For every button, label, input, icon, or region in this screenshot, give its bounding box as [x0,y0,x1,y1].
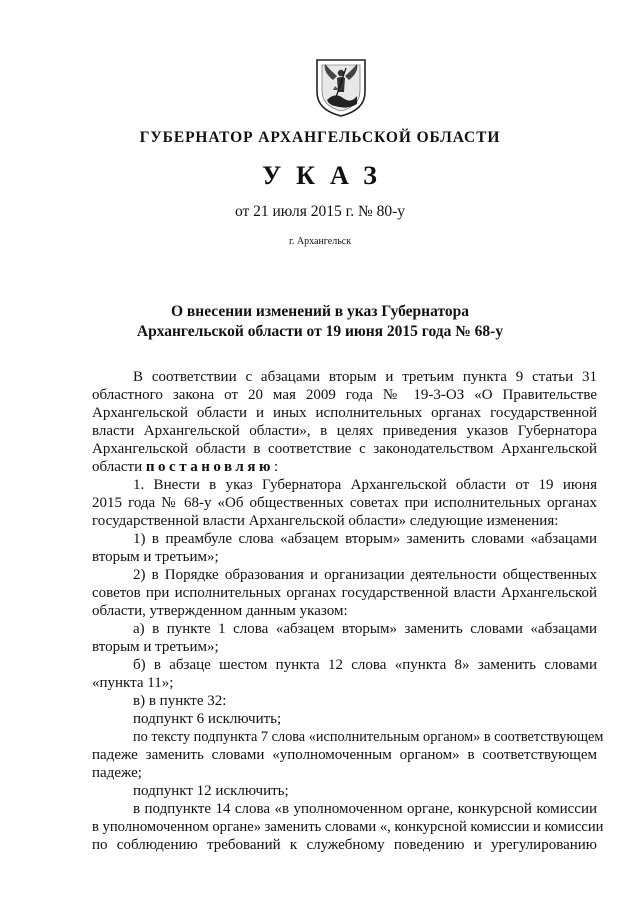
body-line: вторым и третьим»; [92,639,219,655]
body-line: по соблюдению требований к служебному поведению и урегулированию [92,837,597,853]
body-line: вторым и третьим»; [92,549,219,565]
body-line: по тексту подпункта 7 слова «исполнительным органом» в соответствующем [133,729,604,745]
decree-word: постановляю [145,459,274,475]
body-line: Архангельской области и иных исполнительных органах государственной [92,405,597,421]
document-place: г. Архангельск [288,236,352,247]
body-line: власти Архангельской области», в целях приведения указов Губернатора [92,423,597,439]
body-text: : [273,459,279,475]
body-line: в) в пункте 32: [133,693,227,709]
body-line: 1. Внести в указ Губернатора Архангельской области от 19 июня [133,477,597,493]
body-line: 2015 года № 68-у «Об общественных советах при исполнительных органах [92,495,597,511]
body-text: области [92,459,143,475]
body-line: областного закона от 20 мая 2009 года № 19-3-ОЗ «О Правительстве [92,387,597,403]
coat-of-arms-icon [313,56,369,118]
body-line: б) в абзаце шестом пункта 12 слова «пункта 8» заменить словами [133,657,597,673]
document-type: УКАЗ [262,161,392,190]
body-line: области, утвержденном данным указом: [92,603,348,619]
body-line: государственной власти Архангельской области» следующие изменения: [92,513,559,529]
body-line: 1) в преамбуле слова «абзацем вторым» заменить словами «абзацами [133,531,597,547]
body-line: падеже заменить словами «уполномоченным органом» в соответствующем [92,747,597,763]
body-line: «пункта 11»; [92,675,174,691]
body-line: В соответствии с абзацами вторым и третьим пункта 9 статьи 31 [133,369,597,385]
authority-heading: ГУБЕРНАТОР АРХАНГЕЛЬСКОЙ ОБЛАСТИ [139,129,501,146]
body-line: в уполномоченном органе» заменить словами «, конкурсной комиссии и комиссии [92,819,604,835]
body-line [92,458,597,476]
body-line: советов при исполнительных органах государственной власти Архангельской [92,585,597,601]
body-line: подпункт 6 исключить; [133,711,282,727]
document-title [0,302,640,342]
body-line: падеже; [92,765,142,781]
body-line: подпункт 12 исключить; [133,783,289,799]
title-line: О внесении изменений в указ Губернатора [171,303,469,320]
body-line: а) в пункте 1 слова «абзацем вторым» заменить словами «абзацами [133,621,597,637]
body-line: 2) в Порядке образования и организации деятельности общественных [133,567,597,583]
body-line: Архангельской области в соответствие с законодательством Архангельской [92,441,597,457]
title-line: Архангельской области от 19 июня 2015 года № 68-у [136,323,504,340]
body-line: в подпункте 14 слова «в уполномоченном органе, конкурсной комиссии [133,801,597,817]
document-date-number: от 21 июля 2015 г. № 80-у [234,203,406,220]
